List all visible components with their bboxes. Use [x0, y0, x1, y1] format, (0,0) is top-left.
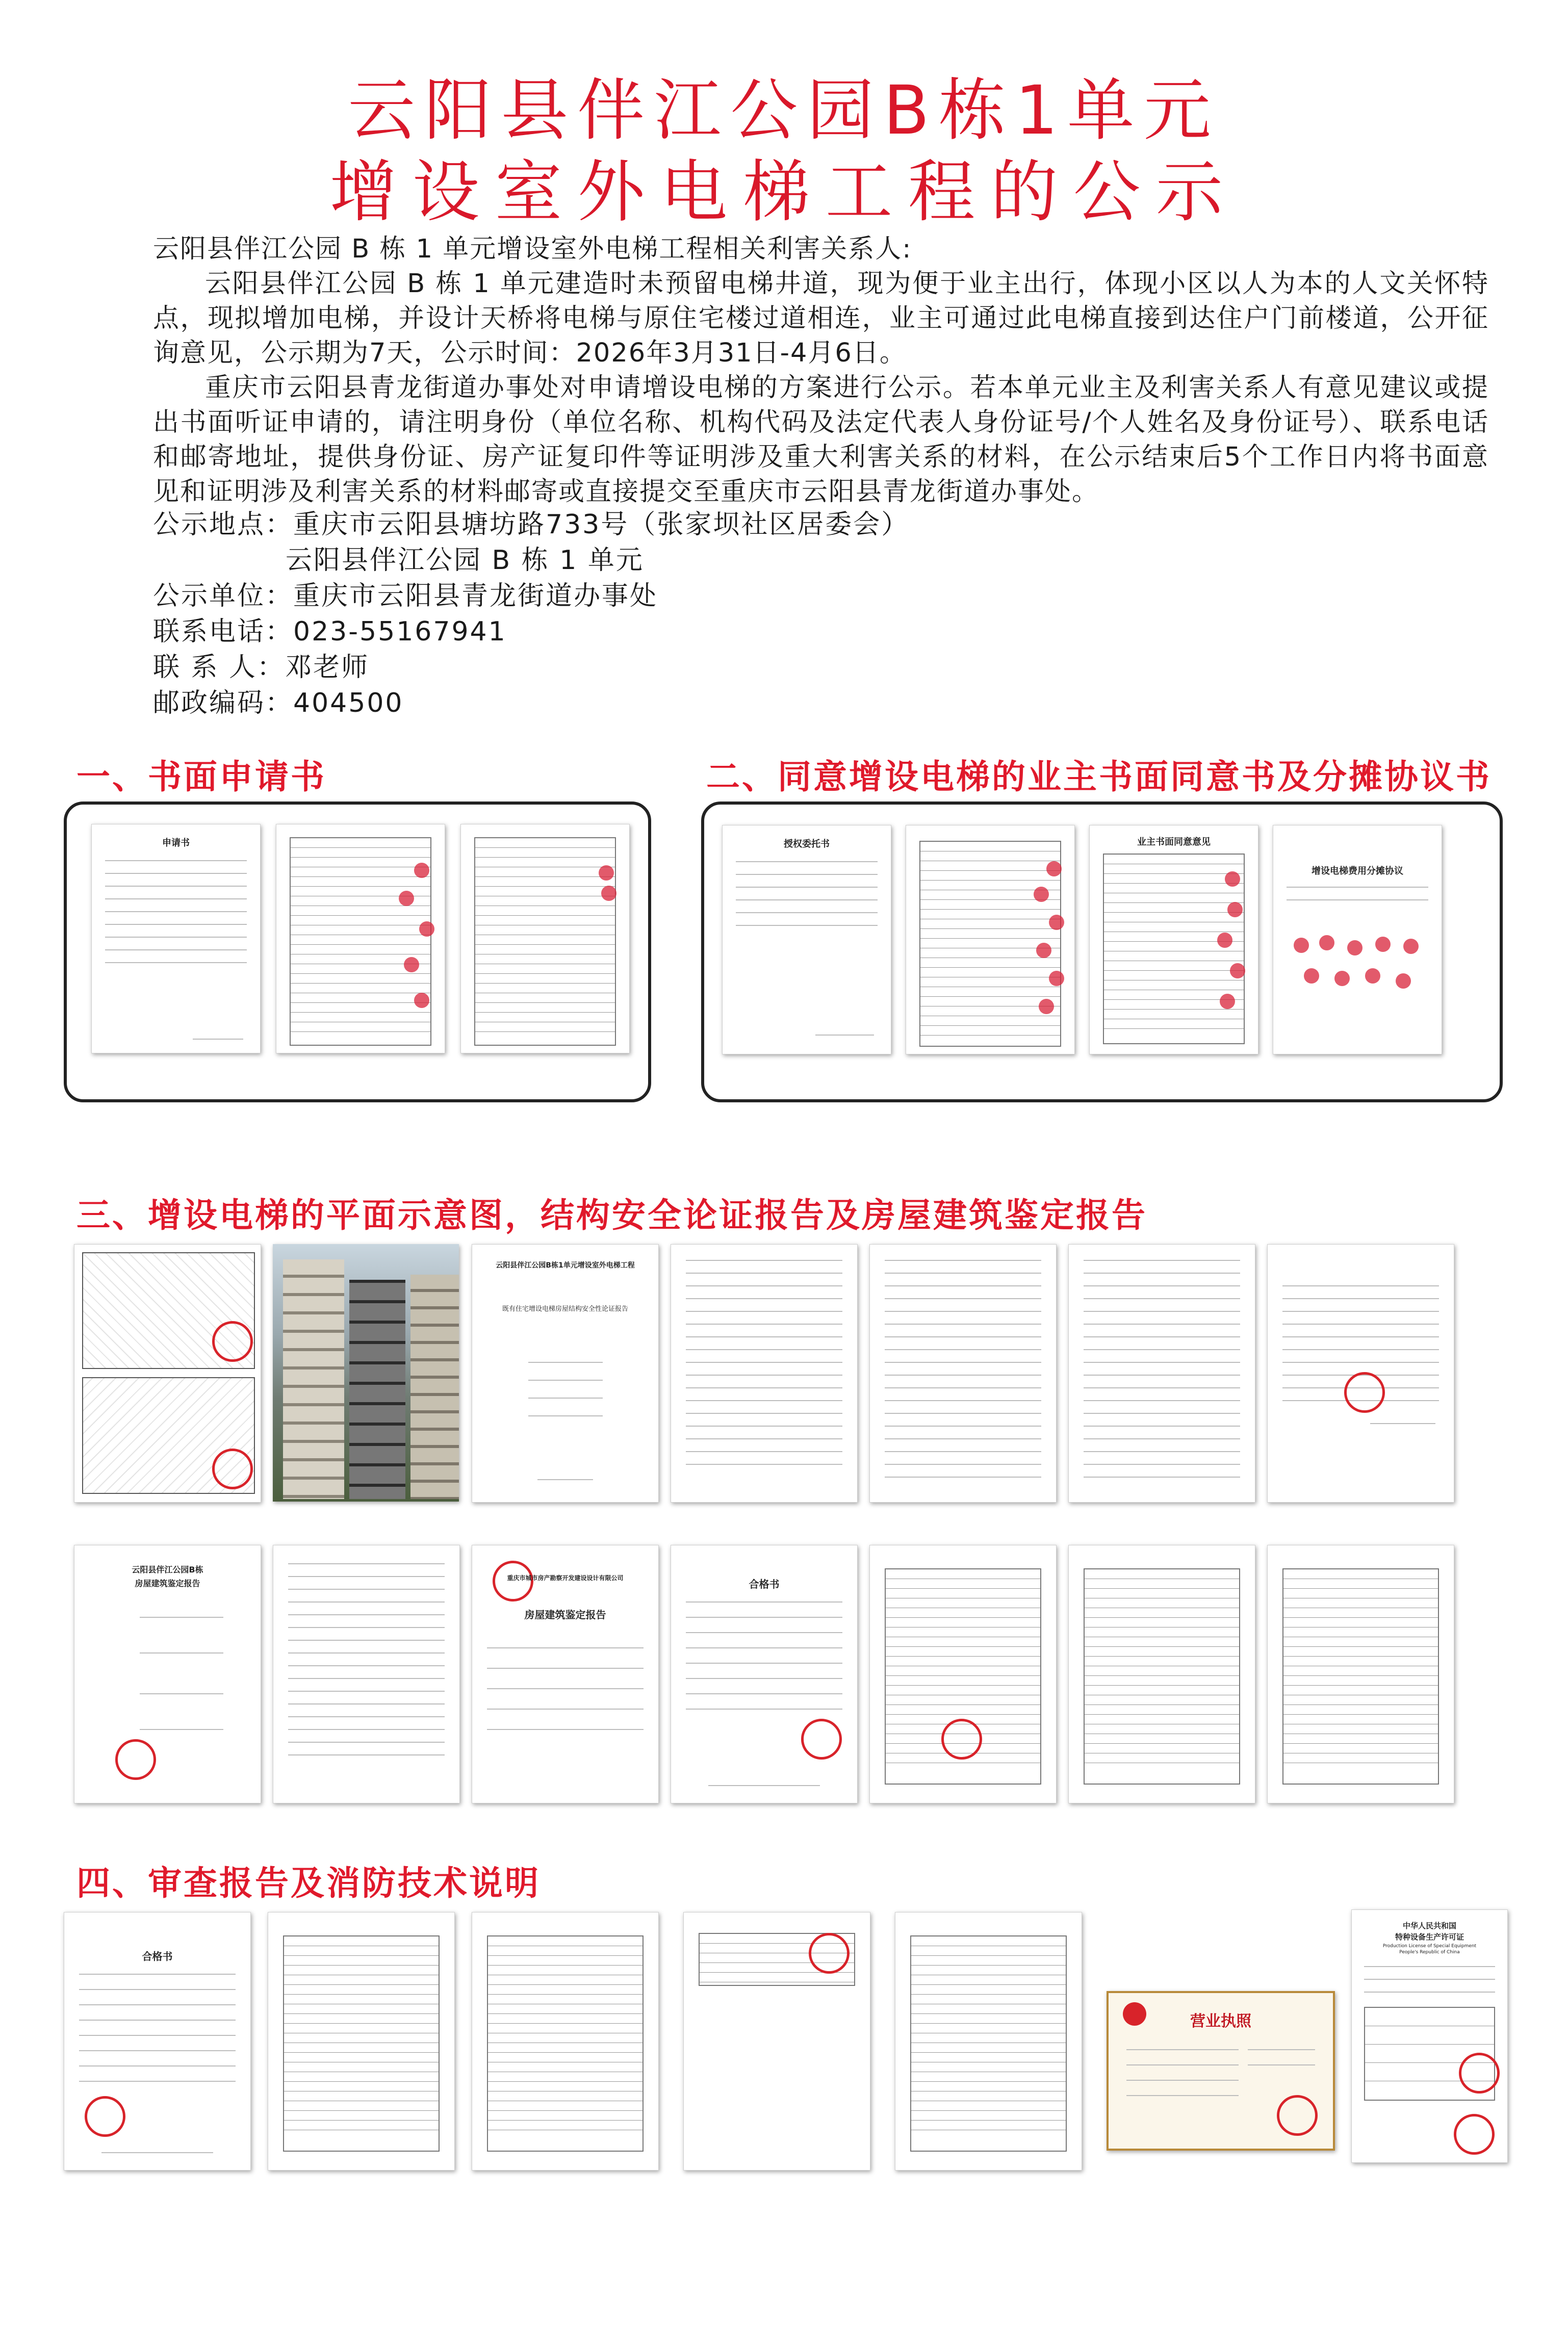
postcode-value: 404500 [293, 688, 404, 718]
doc-title: 云阳县伴江公园B栋 [132, 1565, 203, 1574]
applicant-list-doc-2 [460, 824, 630, 1053]
review-sheet-4 [895, 1912, 1082, 2171]
doc-title: 授权委托书 [784, 839, 830, 849]
notice-para-1: 云阳县伴江公园 B 栋 1 单元建造时未预留电梯井道，现为便于业主出行，体现小区以人为本的人文关怀特点，现拟增加电梯，并设计天桥将电梯与原住宅楼过道相连，业主可通过此电梯直接到达住户门前楼道，公开征询意见，公示期为7天，公示时间：2026年3月31日-4月6日。 [153, 269, 1489, 368]
report-page-3 [1068, 1244, 1255, 1503]
owner-list-doc [906, 825, 1075, 1054]
title-line-2: 增设室外电梯工程的公示 [329, 153, 1239, 231]
review-sheet-2 [472, 1912, 659, 2171]
phone-label: 联系电话： [153, 616, 294, 647]
certificate-doc [671, 1545, 858, 1803]
application-letter-doc [91, 824, 261, 1053]
notice-salutation: 云阳县伴江公园 B 栋 1 单元增设室外电梯工程相关利害关系人: [153, 234, 912, 264]
business-license-doc [1107, 1991, 1335, 2151]
review-table-2 [1068, 1545, 1255, 1803]
unit-value: 重庆市云阳县青龙街道办事处 [293, 581, 658, 611]
applicant-list-doc [276, 824, 445, 1053]
review-certificate-doc [64, 1912, 251, 2171]
special-equipment-permit-doc [1351, 1909, 1508, 2163]
appraisal-page-1 [273, 1545, 460, 1803]
appraisal-report-doc [472, 1545, 659, 1803]
doc-title: 合格书 [142, 1950, 173, 1962]
section-1-frame [64, 802, 651, 1102]
doc-title: 云阳县伴江公园B栋1单元增设室外电梯工程 [496, 1261, 635, 1270]
phone-value: 023-55167941 [293, 616, 507, 647]
doc-title: 增设电梯费用分摊协议 [1312, 866, 1403, 876]
section-2-frame [701, 802, 1503, 1102]
notice-para-2: 重庆市云阳县青龙街道办事处对申请增设电梯的方案进行公示。若本单元业主及利害关系人有意见建议或提出书面听证申请的，请注明身份（单位名称、机构代码及法定代表人身份证号/个人姓名及身份证号）、联系电话和邮寄地址，提供身份证、房产证复印件等证明涉及重大利害关系的材料，在公示结束后5个工作日内将书面意见和证明涉及利害关系的材料邮寄或直接提交至重庆市云阳县青龙街道办事处。 [153, 373, 1489, 507]
doc-title: 中华人民共和国 [1402, 1921, 1456, 1930]
review-sheet-3 [683, 1912, 870, 2171]
review-sheet-1 [268, 1912, 455, 2171]
doc-title: 营业执照 [1190, 2012, 1251, 2030]
section-2-title: 二、同意增设电梯的业主书面同意书及分摊协议书 [706, 757, 1492, 796]
report-page-1 [671, 1244, 858, 1503]
unit-row [153, 579, 658, 613]
location-value-1: 重庆市云阳县塘坊路733号（张家坝社区居委会） [293, 509, 910, 540]
postcode-label: 邮政编码： [153, 688, 294, 718]
report-page-2 [869, 1244, 1057, 1503]
location-row [153, 507, 909, 542]
review-table-1 [869, 1545, 1057, 1803]
structural-report-cover [472, 1244, 659, 1503]
section-3-title: 三、增设电梯的平面示意图，结构安全论证报告及房屋建筑鉴定报告 [76, 1196, 1147, 1235]
report-page-4 [1267, 1244, 1454, 1503]
doc-title: 业主书面同意意见 [1137, 837, 1211, 847]
section-4-title: 四、审查报告及消防技术说明 [76, 1864, 541, 1903]
location-row-2 [286, 543, 644, 578]
section-1-title: 一、书面申请书 [76, 757, 326, 796]
notice-body [153, 232, 1489, 509]
contact-label: 联 系 人： [153, 652, 286, 683]
doc-title: 申请书 [162, 838, 190, 848]
location-label: 公示地点： [153, 509, 294, 540]
cost-sharing-doc [1273, 825, 1442, 1054]
doc-subtitle: 特种设备生产许可证 [1395, 1932, 1464, 1942]
title-line-1: 云阳县伴江公园B栋1单元 [348, 71, 1220, 150]
unit-label: 公示单位： [153, 581, 294, 611]
doc-subtitle: 房屋建筑鉴定报告 [135, 1579, 200, 1588]
authorization-doc [722, 825, 891, 1054]
phone-row [153, 614, 507, 649]
doc-en-title: Production License of Special Equipment [1382, 1944, 1477, 1949]
owner-agreement-doc [1089, 825, 1258, 1054]
doc-title: 房屋建筑鉴定报告 [524, 1609, 606, 1621]
location-value-2: 云阳县伴江公园 B 栋 1 单元 [286, 545, 644, 576]
doc-title: 合格书 [749, 1578, 780, 1590]
doc-en-subtitle: People's Republic of China [1399, 1950, 1460, 1955]
site-plan-doc [74, 1244, 261, 1503]
contact-value: 邓老师 [285, 652, 370, 683]
doc-subtitle: 既有住宅增设电梯房屋结构安全性论证报告 [502, 1305, 628, 1313]
appraisal-cover-doc [74, 1545, 261, 1803]
review-table-3 [1267, 1545, 1454, 1803]
postcode-row [153, 686, 404, 720]
building-photo [273, 1244, 459, 1502]
doc-company: 重庆市城市房产勘察开发建设设计有限公司 [507, 1574, 624, 1582]
contact-row [153, 650, 369, 685]
